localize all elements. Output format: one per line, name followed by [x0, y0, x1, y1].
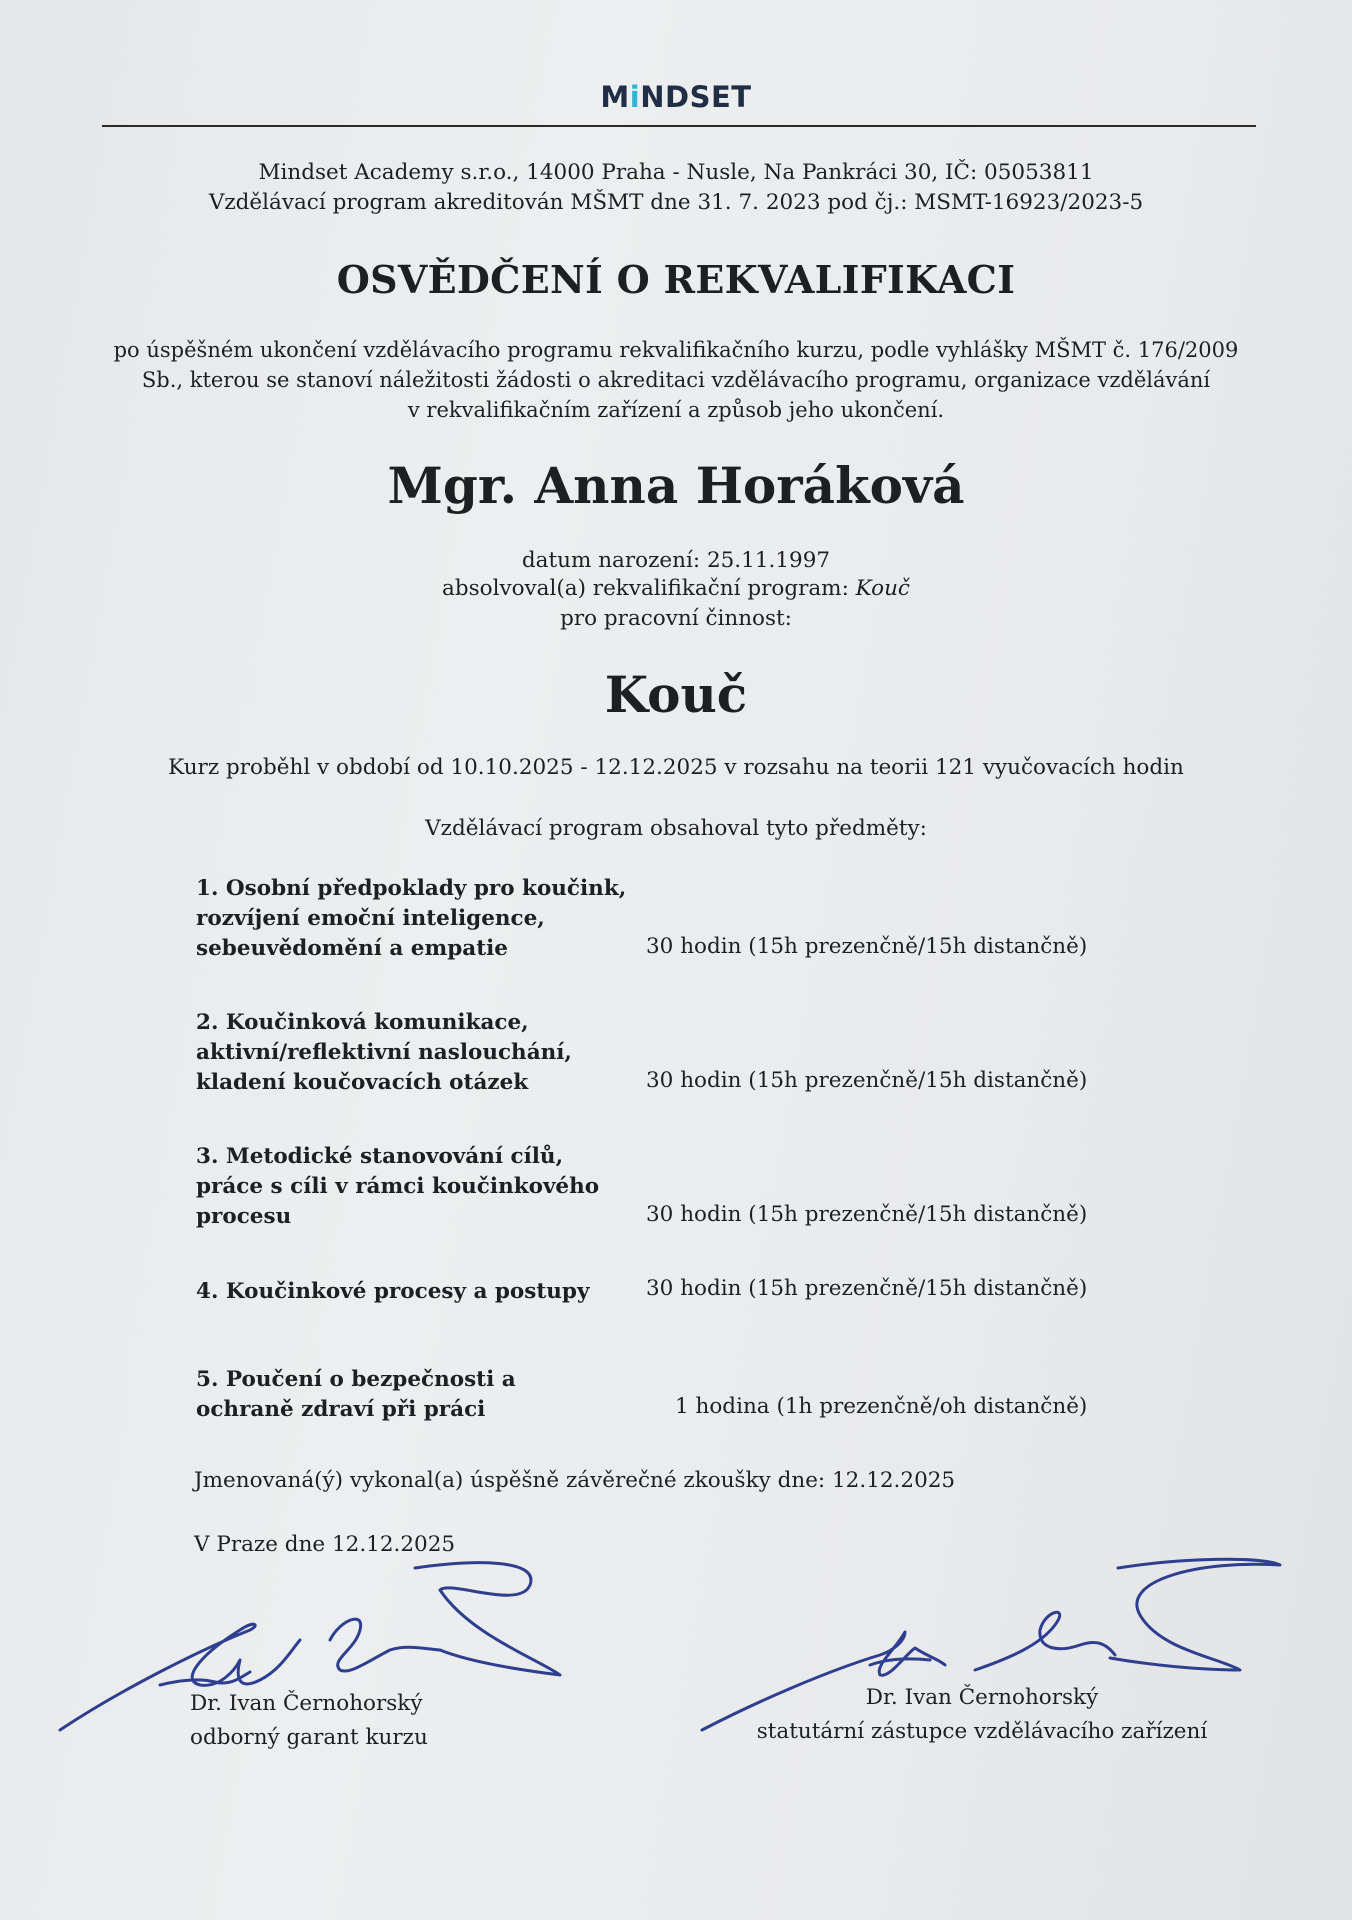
subjects-heading: Vzdělávací program obsahoval tyto předměty: — [425, 816, 927, 841]
subject-line: 2. Koučinková komunikace, — [196, 1010, 529, 1035]
program-line — [0, 576, 1352, 601]
subject-line: 4. Koučinkové procesy a postupy — [196, 1279, 590, 1304]
signatory-role: odborný garant kurzu — [190, 1725, 428, 1750]
subject-line: aktivní/reflektivní naslouchání, — [196, 1040, 572, 1065]
subject-line: rozvíjení emoční inteligence, — [196, 906, 545, 931]
subject-line: 5. Poučení o bezpečnosti a — [196, 1367, 516, 1392]
header-rule — [102, 125, 1256, 127]
exam-statement: Jmenovaná(ý) vykonal(a) úspěšně závěrečné zkoušky dne: 12.12.2025 — [194, 1468, 956, 1493]
subject-1-title — [196, 874, 626, 964]
signature-right-block — [742, 1681, 1222, 1749]
program-prefix: absolvoval(a) rekvalifikační program: — [442, 576, 856, 601]
subject-4-title — [196, 1277, 589, 1307]
activity-label: pro pracovní činnost: — [560, 606, 792, 631]
subject-line: ochraně zdraví při práci — [196, 1397, 486, 1422]
subject-4-hours: 30 hodin (15h prezenčně/15h distančně) — [646, 1276, 1088, 1301]
subject-3-title — [196, 1142, 599, 1232]
subject-2-title — [196, 1008, 572, 1098]
accreditation-line: Vzdělávací program akreditován MŠMT dne 31. 7. 2023 pod čj.: MSMT-16923/2023-5 — [208, 190, 1144, 215]
signature-left-stroke — [160, 1672, 250, 1685]
subject-line: práce s cíli v rámci koučinkového — [196, 1174, 600, 1199]
intro-line: Sb., kterou se stanoví náležitosti žádosti o akreditaci vzdělávacího programu, organizace vzdělávání — [141, 368, 1211, 392]
signatory-name: Dr. Ivan Černohorský — [190, 1691, 423, 1716]
intro-line: v rekvalifikačním zařízení a způsob jeho ukončení. — [407, 398, 945, 422]
subject-line: procesu — [196, 1204, 292, 1229]
program-name: Kouč — [855, 576, 910, 601]
subject-5-title — [196, 1365, 516, 1425]
subject-line: 1. Osobní předpoklady pro koučink, — [196, 876, 627, 901]
activity-title: Kouč — [604, 665, 748, 724]
signatory-role: statutární zástupce vzdělávacího zařízení — [756, 1719, 1208, 1744]
subject-2-hours: 30 hodin (15h prezenčně/15h distančně) — [646, 1068, 1088, 1093]
graduate-name: Mgr. Anna Horáková — [387, 456, 965, 515]
certificate-intro — [100, 335, 1252, 425]
course-period: Kurz proběhl v období od 10.10.2025 - 12.12.2025 v rozsahu na teorii 121 vyučovacích hodin — [168, 755, 1184, 780]
academy-info — [0, 158, 1352, 218]
signature-right-tail — [975, 1612, 1115, 1670]
place-and-date: V Praze dne 12.12.2025 — [194, 1532, 456, 1557]
subject-line: sebeuvědomění a empatie — [196, 936, 508, 961]
signatory-name: Dr. Ivan Černohorský — [865, 1685, 1099, 1710]
academy-address: Mindset Academy s.r.o., 14000 Praha - Nusle, Na Pankráci 30, IČ: 05053811 — [258, 160, 1094, 185]
signature-left-flourish — [415, 1563, 560, 1675]
subject-line: 3. Metodické stanovování cílů, — [196, 1144, 564, 1169]
signature-right-flourish — [1110, 1559, 1280, 1670]
subject-line: kladení koučovacích otázek — [196, 1070, 529, 1095]
subject-3-hours: 30 hodin (15h prezenčně/15h distančně) — [646, 1202, 1088, 1227]
subject-5-hours: 1 hodina (1h prezenčně/oh distančně) — [675, 1394, 1088, 1419]
birth-date: datum narození: 25.11.1997 — [521, 548, 831, 573]
mindset-logo: MiNDSET — [600, 80, 752, 114]
intro-line: po úspěšném ukončení vzdělávacího programu rekvalifikačního kurzu, podle vyhlášky MŠMT č. 176/2009 — [113, 338, 1239, 362]
certificate-title: OSVĚDČENÍ O REKVALIFIKACI — [336, 257, 1016, 302]
signature-left-tail — [330, 1619, 440, 1671]
signature-left-block — [190, 1687, 450, 1755]
subject-1-hours: 30 hodin (15h prezenčně/15h distančně) — [646, 934, 1088, 959]
